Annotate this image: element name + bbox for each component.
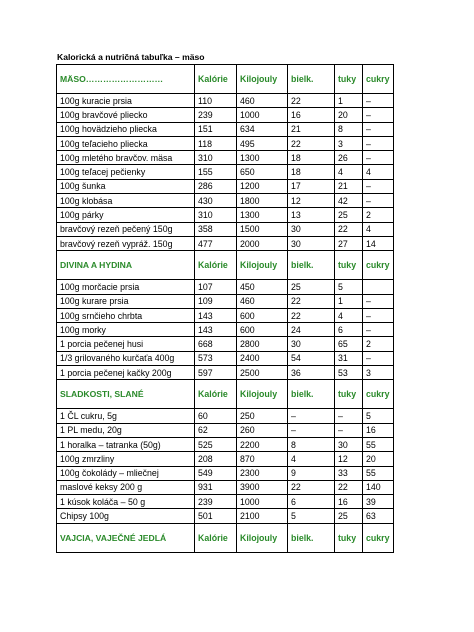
cell-kilojouly: 1200 — [237, 179, 288, 193]
cell-tuky: 4 — [335, 165, 363, 179]
cell-bielk: 17 — [288, 179, 335, 193]
cell-food: 100g hovädzieho pliecka — [57, 122, 195, 136]
cell-food: 100g šunka — [57, 179, 195, 193]
cell-bielk: 25 — [288, 280, 335, 294]
cell-cukry: – — [363, 151, 394, 165]
cell-food: 100g teľacieho pliecka — [57, 136, 195, 150]
cell-kilojouly: 460 — [237, 94, 288, 108]
cell-tuky: 22 — [335, 222, 363, 236]
cell-bielk: 30 — [288, 222, 335, 236]
cell-kilojouly: 450 — [237, 280, 288, 294]
cell-bielk: 16 — [288, 108, 335, 122]
cell-bielk: 22 — [288, 136, 335, 150]
cell-food: 100g zmrzliny — [57, 452, 195, 466]
cell-bielk: 18 — [288, 165, 335, 179]
cell-kilojouly: 1000 — [237, 108, 288, 122]
cell-kalorie: 62 — [195, 423, 237, 437]
cell-cukry: – — [363, 94, 394, 108]
table-row — [57, 94, 394, 108]
cell-kalorie: 143 — [195, 323, 237, 337]
table-row — [57, 280, 394, 294]
cell-cukry: – — [363, 194, 394, 208]
cell-kalorie: 155 — [195, 165, 237, 179]
cell-kalorie: 668 — [195, 337, 237, 351]
cell-tuky: 30 — [335, 437, 363, 451]
cell-cukry: – — [363, 179, 394, 193]
cell-tuky: 12 — [335, 452, 363, 466]
cell-kalorie: 286 — [195, 179, 237, 193]
cell-tuky: 22 — [335, 480, 363, 494]
cell-kalorie: 107 — [195, 280, 237, 294]
cell-food: 1 porcia pečenej husi — [57, 337, 195, 351]
cell-tuky: 26 — [335, 151, 363, 165]
cell-food: 1 ČL cukru, 5g — [57, 409, 195, 423]
cell-kilojouly: 460 — [237, 294, 288, 308]
cell-food: 100g morky — [57, 323, 195, 337]
section-header-row — [57, 523, 394, 552]
section-header-row — [57, 65, 394, 94]
table-row — [57, 366, 394, 380]
cell-bielk: 6 — [288, 495, 335, 509]
cell-tuky: 25 — [335, 509, 363, 523]
cell-bielk: 24 — [288, 323, 335, 337]
cell-cukry: 16 — [363, 423, 394, 437]
header-cukry: cukry — [363, 523, 394, 552]
cell-tuky: 16 — [335, 495, 363, 509]
cell-tuky: 21 — [335, 179, 363, 193]
cell-cukry: 3 — [363, 366, 394, 380]
cell-kilojouly: 600 — [237, 323, 288, 337]
table-row — [57, 351, 394, 365]
cell-bielk: 30 — [288, 337, 335, 351]
header-tuky: tuky — [335, 380, 363, 409]
cell-kilojouly: 3900 — [237, 480, 288, 494]
table-row — [57, 423, 394, 437]
table-row — [57, 222, 394, 236]
cell-food: 100g kurare prsia — [57, 294, 195, 308]
table-row — [57, 437, 394, 451]
cell-bielk: 5 — [288, 509, 335, 523]
cell-tuky: 6 — [335, 323, 363, 337]
cell-tuky: 42 — [335, 194, 363, 208]
cell-kilojouly: 495 — [237, 136, 288, 150]
cell-kilojouly: 1500 — [237, 222, 288, 236]
table-row — [57, 122, 394, 136]
cell-cukry: – — [363, 351, 394, 365]
cell-kilojouly: 250 — [237, 409, 288, 423]
cell-cukry: 4 — [363, 222, 394, 236]
cell-food: 100g klobása — [57, 194, 195, 208]
cell-cukry: 2 — [363, 337, 394, 351]
cell-kilojouly: 1300 — [237, 151, 288, 165]
cell-kilojouly: 2500 — [237, 366, 288, 380]
cell-food: maslové keksy 200 g — [57, 480, 195, 494]
cell-bielk: 36 — [288, 366, 335, 380]
header-bielk: bielk. — [288, 65, 335, 94]
nutrition-table — [56, 64, 394, 553]
cell-cukry: – — [363, 294, 394, 308]
cell-food: 100g srnčieho chrbta — [57, 308, 195, 322]
cell-bielk: 54 — [288, 351, 335, 365]
cell-kalorie: 239 — [195, 108, 237, 122]
cell-cukry — [363, 280, 394, 294]
cell-kalorie: 597 — [195, 366, 237, 380]
cell-kalorie: 573 — [195, 351, 237, 365]
cell-kalorie: 143 — [195, 308, 237, 322]
cell-kalorie: 501 — [195, 509, 237, 523]
header-kalorie: Kalórie — [195, 251, 237, 280]
cell-kalorie: 60 — [195, 409, 237, 423]
cell-kalorie: 239 — [195, 495, 237, 509]
cell-food: 100g kuracie prsia — [57, 94, 195, 108]
table-row — [57, 294, 394, 308]
cell-tuky: 1 — [335, 94, 363, 108]
cell-bielk: – — [288, 423, 335, 437]
table-title: Kalorická a nutričná tabuľka – mäso — [57, 52, 205, 62]
cell-tuky: 20 — [335, 108, 363, 122]
section-title: DIVINA A HYDINA — [57, 251, 195, 280]
cell-tuky: 3 — [335, 136, 363, 150]
cell-kalorie: 549 — [195, 466, 237, 480]
header-kilojouly: Kilojouly — [237, 65, 288, 94]
cell-kalorie: 109 — [195, 294, 237, 308]
cell-kilojouly: 1800 — [237, 194, 288, 208]
cell-bielk: 21 — [288, 122, 335, 136]
table-row — [57, 409, 394, 423]
table-row — [57, 236, 394, 250]
cell-tuky: 1 — [335, 294, 363, 308]
cell-tuky: 25 — [335, 208, 363, 222]
cell-bielk: 22 — [288, 94, 335, 108]
cell-kilojouly: 650 — [237, 165, 288, 179]
table-row — [57, 165, 394, 179]
cell-food: 1 porcia pečenej kačky 200g — [57, 366, 195, 380]
cell-food: 1 kúsok koláča – 50 g — [57, 495, 195, 509]
header-kalorie: Kalórie — [195, 380, 237, 409]
cell-kalorie: 430 — [195, 194, 237, 208]
cell-food: bravčový rezeň pečený 150g — [57, 222, 195, 236]
section-header-row — [57, 251, 394, 280]
section-header-row — [57, 380, 394, 409]
table-row — [57, 179, 394, 193]
table-row — [57, 495, 394, 509]
cell-bielk: 8 — [288, 437, 335, 451]
table-row — [57, 136, 394, 150]
cell-kilojouly: 2400 — [237, 351, 288, 365]
table-row — [57, 194, 394, 208]
cell-food: 1/3 grilovaného kurčaťa 400g — [57, 351, 195, 365]
cell-cukry: 5 — [363, 409, 394, 423]
cell-cukry: 20 — [363, 452, 394, 466]
cell-bielk: – — [288, 409, 335, 423]
cell-kilojouly: 870 — [237, 452, 288, 466]
header-cukry: cukry — [363, 380, 394, 409]
cell-food: 100g párky — [57, 208, 195, 222]
cell-food: 100g mletého bravčov. mäsa — [57, 151, 195, 165]
header-kilojouly: Kilojouly — [237, 251, 288, 280]
cell-tuky: 53 — [335, 366, 363, 380]
header-kalorie: Kalórie — [195, 523, 237, 552]
cell-kalorie: 151 — [195, 122, 237, 136]
cell-kalorie: 310 — [195, 208, 237, 222]
header-kilojouly: Kilojouly — [237, 523, 288, 552]
cell-cukry: – — [363, 136, 394, 150]
cell-kilojouly: 2100 — [237, 509, 288, 523]
table-row — [57, 452, 394, 466]
header-bielk: bielk. — [288, 523, 335, 552]
table-row — [57, 208, 394, 222]
table-row — [57, 509, 394, 523]
cell-kilojouly: 600 — [237, 308, 288, 322]
cell-food: 100g bravčové pliecko — [57, 108, 195, 122]
table-row — [57, 308, 394, 322]
cell-kilojouly: 1000 — [237, 495, 288, 509]
cell-food: 100g teľacej pečienky — [57, 165, 195, 179]
cell-kalorie: 358 — [195, 222, 237, 236]
cell-food: bravčový rezeň vypráž. 150g — [57, 236, 195, 250]
cell-cukry: 140 — [363, 480, 394, 494]
cell-food: 100g čokolády – mliečnej — [57, 466, 195, 480]
cell-kalorie: 118 — [195, 136, 237, 150]
cell-bielk: 22 — [288, 480, 335, 494]
table-row — [57, 323, 394, 337]
cell-kilojouly: 1300 — [237, 208, 288, 222]
cell-kilojouly: 2300 — [237, 466, 288, 480]
header-kilojouly: Kilojouly — [237, 380, 288, 409]
cell-tuky: 8 — [335, 122, 363, 136]
header-cukry: cukry — [363, 251, 394, 280]
cell-food: 1 PL medu, 20g — [57, 423, 195, 437]
table-row — [57, 337, 394, 351]
cell-cukry: 55 — [363, 466, 394, 480]
section-title: MÄSO……………………… — [57, 65, 195, 94]
cell-kilojouly: 260 — [237, 423, 288, 437]
header-tuky: tuky — [335, 251, 363, 280]
cell-tuky: 65 — [335, 337, 363, 351]
cell-cukry: 39 — [363, 495, 394, 509]
cell-bielk: 18 — [288, 151, 335, 165]
cell-tuky: 4 — [335, 308, 363, 322]
header-tuky: tuky — [335, 523, 363, 552]
cell-kalorie: 525 — [195, 437, 237, 451]
cell-bielk: 30 — [288, 236, 335, 250]
cell-kalorie: 931 — [195, 480, 237, 494]
cell-cukry: 55 — [363, 437, 394, 451]
cell-tuky: 5 — [335, 280, 363, 294]
table-row — [57, 466, 394, 480]
cell-bielk: 9 — [288, 466, 335, 480]
cell-cukry: 4 — [363, 165, 394, 179]
cell-kalorie: 477 — [195, 236, 237, 250]
cell-tuky: 33 — [335, 466, 363, 480]
cell-tuky: 31 — [335, 351, 363, 365]
table-row — [57, 151, 394, 165]
table-row — [57, 480, 394, 494]
cell-cukry: – — [363, 323, 394, 337]
cell-cukry: 14 — [363, 236, 394, 250]
cell-food: 1 horalka – tatranka (50g) — [57, 437, 195, 451]
cell-cukry: 63 — [363, 509, 394, 523]
header-bielk: bielk. — [288, 380, 335, 409]
cell-cukry: – — [363, 122, 394, 136]
cell-kilojouly: 2200 — [237, 437, 288, 451]
section-title: VAJCIA, VAJEČNÉ JEDLÁ — [57, 523, 195, 552]
cell-bielk: 22 — [288, 294, 335, 308]
cell-food: 100g morčacie prsia — [57, 280, 195, 294]
header-cukry: cukry — [363, 65, 394, 94]
cell-tuky: – — [335, 409, 363, 423]
cell-kilojouly: 2000 — [237, 236, 288, 250]
cell-kalorie: 208 — [195, 452, 237, 466]
cell-cukry: – — [363, 308, 394, 322]
cell-bielk: 13 — [288, 208, 335, 222]
header-kalorie: Kalórie — [195, 65, 237, 94]
table-row — [57, 108, 394, 122]
cell-tuky: – — [335, 423, 363, 437]
cell-bielk: 4 — [288, 452, 335, 466]
cell-cukry: 2 — [363, 208, 394, 222]
cell-kilojouly: 2800 — [237, 337, 288, 351]
cell-cukry: – — [363, 108, 394, 122]
cell-kalorie: 310 — [195, 151, 237, 165]
cell-food: Chipsy 100g — [57, 509, 195, 523]
cell-kalorie: 110 — [195, 94, 237, 108]
cell-kilojouly: 634 — [237, 122, 288, 136]
header-bielk: bielk. — [288, 251, 335, 280]
cell-tuky: 27 — [335, 236, 363, 250]
section-title: SLADKOSTI, SLANÉ — [57, 380, 195, 409]
cell-bielk: 12 — [288, 194, 335, 208]
header-tuky: tuky — [335, 65, 363, 94]
cell-bielk: 22 — [288, 308, 335, 322]
